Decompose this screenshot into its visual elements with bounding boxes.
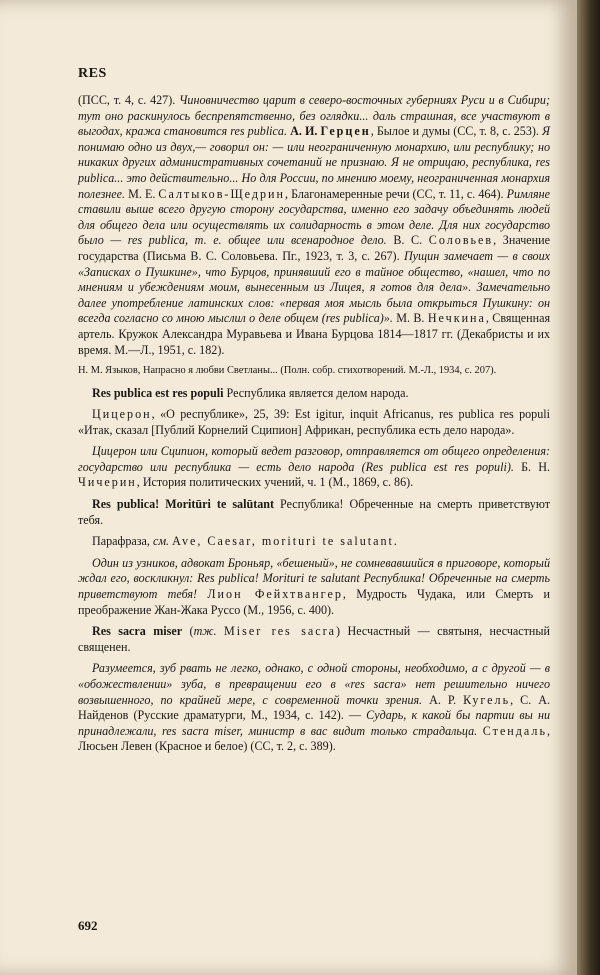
author-name: Стендаль [482,723,547,738]
punctuation: . [393,534,397,549]
entry-paragraph [78,661,550,755]
author-name: Кугель [463,692,511,707]
citation-text: , Значение государства (Письма В. С. Соловьева. Пг., 1923, т. 3, с. 267). [78,233,550,263]
headword: Res publica est res populi [92,385,224,400]
footnote-citation: Н. М. Языков, Напрасно я любви Светланы... (Полн. собр. стихотворений. М.-Л., 1934, с. 207). [78,365,497,377]
translation: ) Несчастный — святыня, несчастный священен. [78,624,550,654]
headword-entry [78,624,550,655]
headword: Res sacra miser [92,624,183,639]
author-initials: Б. Н. [513,459,551,474]
quote-text: Разумеется, зуб рвать не легко, однако, с одной стороны, необходимо, а с другой — в «обожествлении» зуба, в превращении его в «res sacra» нет решительно ничего возвышенного, по крайней мере, с современной точки зрения. [78,661,550,707]
author-name: Лион Фейхтвангер [207,587,343,602]
quote-text: Цицерон или Сципион, который ведет разговор, отправляется от общего определения: государство или республика — есть дело народа (Res publica est res populi). [78,444,550,474]
running-head: RES [78,66,107,81]
author-name: Цицерон [92,407,152,422]
quote-text: Римляне ставили выше всего другую сторону государства, именно его задачу объединять людей для общего дела или осуществлять их солидарность в этом деле. Для них государство было — res publica, т. е. общее или всенародное дело. [78,186,550,248]
quote-text: Один из узников, адвокат Броньяр, «бешеный», не сомневавшийся в приговоре, который ждал его, воскликнул: Res publica! Morituri te salutant Республика! Обреченные на смерть приветствуют тебя! [78,555,550,602]
punctuation: ( [182,624,194,639]
author-name: Нечкина [427,311,486,326]
entry-paragraph [78,556,550,618]
author-name: Чичерин [78,475,137,490]
cross-reference-term: Ave, Caesar, morituri te salutant [172,534,394,549]
book-spine-shadow [577,0,600,975]
translation: Республика является делом народа. [223,385,409,400]
headword-entry [78,497,550,528]
author-name: Соловьев [428,233,494,248]
quote-text: Сударь, к какой бы партии вы ни принадлежали, res sacra miser, министр в вас видит только страдальца. [78,708,550,738]
translation: «Итак, сказал [Публий Корнелий Сципион] Африкан, республика есть дело народа». [78,422,515,437]
author-initials: А. И. [286,124,321,139]
quote-text: Я понимаю одно из двух,— говорил он: — или неограниченную монархию, или республику; но никаких других административных сочетаний не признаю. Я не отрицаю, республика, res publica... это действительно... Но для России, по мнению моему, неограниченная монархия полезнее. [78,124,550,201]
page-number: 692 [78,918,98,933]
also-label: тж. [193,624,217,639]
entry-paragraph [78,534,550,550]
entry-paragraph [78,407,550,438]
citation-text: , Священная артель. Кружок Александра Муравьева и Ивана Бурцова 1814—1817 гг. (Декабристы и их время. М.—Л., 1951, с. 182). [78,311,551,357]
entry-paragraph [78,93,550,358]
author-name: Салтыков-Щедрин [158,186,286,201]
entry-paragraph [78,444,550,491]
author-name: Герцен [320,124,371,139]
see-also-label: см. [152,534,170,549]
citation-text: , Былое и думы (СС, т. 8, с. 253). [370,124,543,139]
author-initials: В. С. [386,233,429,248]
citation-text: , С. А. Найденов (Русские драматурги, М., 1934, с. 142). — [78,692,550,723]
cross-reference-text: Парафраза, [92,534,153,549]
headword-entry [78,386,550,402]
headword: Res publica! Moritūri te salūtant [92,497,275,512]
page-body [78,93,550,761]
citation-text: , Люсьен Левен (Красное и белое) (СС, т. 2, с. 389). [78,723,550,754]
translation: Республика! Обреченные на смерть приветствуют тебя. [78,497,550,527]
author-initials: М. В. [392,311,428,326]
latin-text: Est igitur, inquit Africanus, res publica res populi [294,407,550,422]
citation-text: (ПСС, т. 4, с. 427). [78,93,180,107]
quote-text: Чиновничество царит в северо-восточных губерниях Руси и в Сибири; тут оно раскинулось беспрепятственно, без оглядки... даль страшная, все участвуют в выгодах, кража становится res publica. [78,93,550,139]
quote-text: Пущин замечает — в своих «Записках о Пушкине», что Бурцов, принявший его в тайное общество, «нашел, что по мнениям и убеждениям моим, вынесенным из Лицея, я готов для дела». Замечательно далее употребление латинских слов: «первая моя мысль была открыться Пушкину: он всегда согласно со мною мыслил о деле общем (res publica)». [78,248,551,326]
author-initials: А. Р. [422,692,464,707]
citation-text: , «О республике», 25, 39: [151,407,295,422]
variant-term: Miser res sacra [224,624,337,639]
citation-text: , История политических учений, ч. 1 (М., 1869, с. 86). [136,475,414,490]
author-initials: М. Е. [125,186,159,201]
citation-text: , Мудрость Чудака, или Смерть и преображение Жан-Жака Руссо (М., 1956, с. 400). [78,587,550,617]
citation-text: , Благонамеренные речи (СС, т. 11, с. 464). [285,186,507,201]
